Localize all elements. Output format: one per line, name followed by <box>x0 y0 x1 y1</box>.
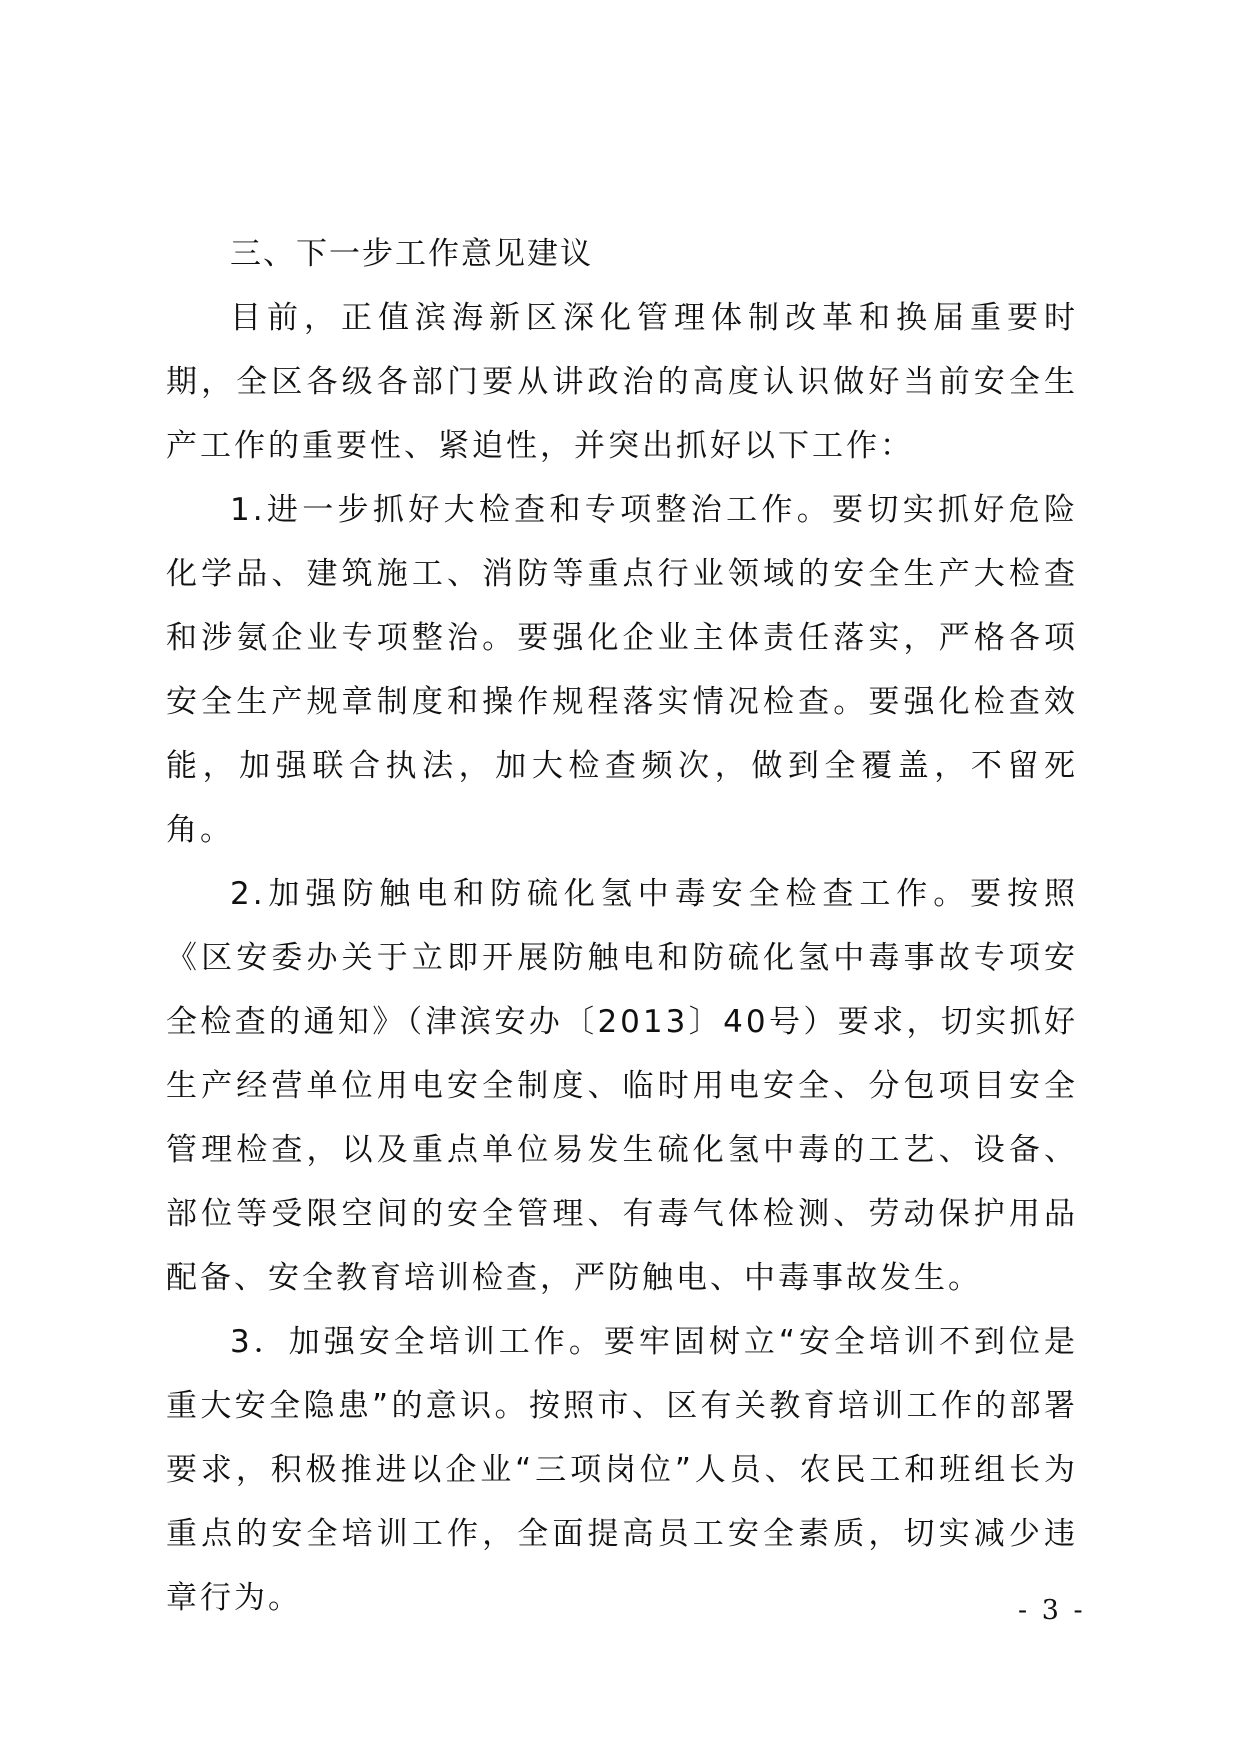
document-body <box>166 222 1078 1630</box>
page-number: - 3 - <box>1018 1595 1086 1626</box>
intro-paragraph: 目前，正值滨海新区深化管理体制改革和换届重要时期，全区各级各部门要从讲政治的高度认识做好当前安全生产工作的重要性、紧迫性，并突出抓好以下工作： <box>166 300 1078 464</box>
item-1-paragraph: 1.进一步抓好大检查和专项整治工作。要切实抓好危险化学品、建筑施工、消防等重点行业领域的安全生产大检查和涉氨企业专项整治。要强化企业主体责任落实，严格各项安全生产规章制度和操作规程落实情况检查。要强化检查效能，加强联合执法，加大检查频次，做到全覆盖，不留死角。 <box>166 492 1078 848</box>
item-2-paragraph: 2.加强防触电和防硫化氢中毒安全检查工作。要按照《区安委办关于立即开展防触电和防硫化氢中毒事故专项安全检查的通知》（津滨安办〔2013〕40号）要求，切实抓好生产经营单位用电安全制度、临时用电安全、分包项目安全管理检查，以及重点单位易发生硫化氢中毒的工艺、设备、部位等受限空间的安全管理、有毒气体检测、劳动保护用品配备、安全教育培训检查，严防触电、中毒事故发生。 <box>166 876 1078 1296</box>
item-3-paragraph: 3．加强安全培训工作。要牢固树立“安全培训不到位是重大安全隐患”的意识。按照市、区有关教育培训工作的部署要求，积极推进以企业“三项岗位”人员、农民工和班组长为重点的安全培训工作，全面提高员工安全素质，切实减少违章行为。 <box>166 1324 1078 1616</box>
section-heading: 三、下一步工作意见建议 <box>230 236 593 272</box>
